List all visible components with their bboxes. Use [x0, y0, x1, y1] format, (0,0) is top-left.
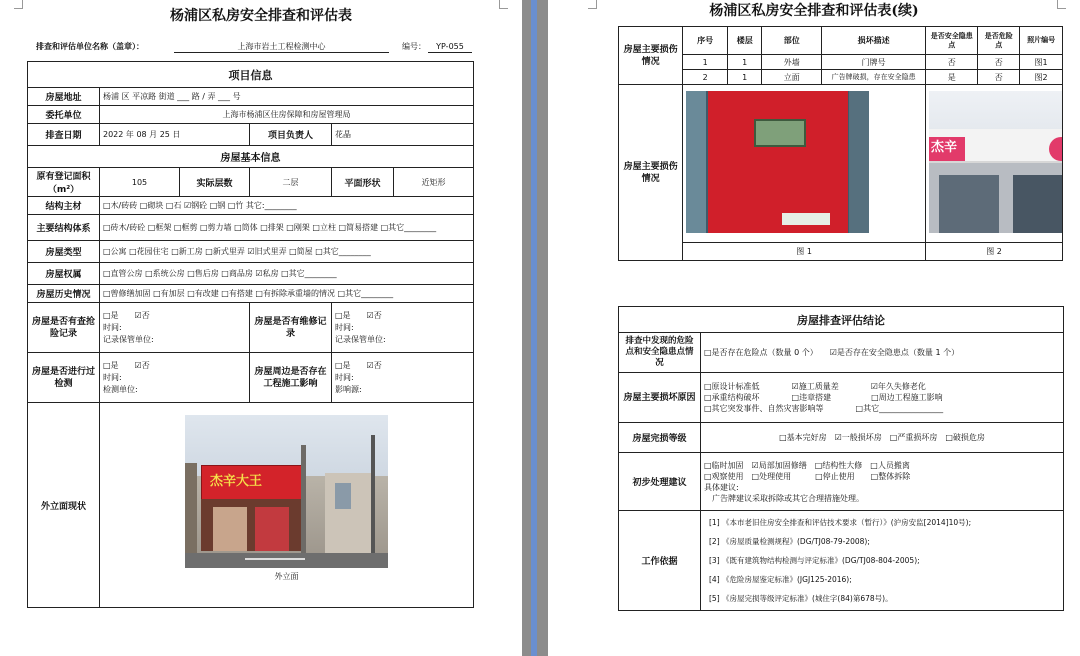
- table-row: [619, 55, 1063, 70]
- basis-value: [701, 511, 1064, 611]
- corner-mark: [499, 0, 508, 9]
- shop-sign: [201, 465, 303, 501]
- structure-label: 主要结构体系: [28, 215, 100, 241]
- inspection-label: 房屋是否进行过检测: [28, 353, 100, 403]
- damage-header: 楼层: [728, 27, 762, 55]
- basis-item: [1] 《本市老旧住房安全排查和评估技术要求（暂行）》(沪房安监[2014]10号);: [709, 518, 972, 527]
- damage-cell: 立面: [762, 70, 822, 85]
- facade-cell: [100, 403, 474, 608]
- cause-line: □其它突发事件、自然灾害影响等 □其它________________: [704, 404, 944, 413]
- facade-caption: 外立面: [274, 572, 299, 581]
- cause-label: 房屋主要损坏原因: [619, 373, 701, 423]
- cause-value: [701, 373, 1064, 423]
- basis-item: [4] 《危险房屋鉴定标准》(JGJ125-2016);: [709, 575, 852, 584]
- grade-value: □基本完好房 ☑一般损坏房 □严重损坏房 □破损危房: [701, 423, 1064, 453]
- address-value: 杨浦 区 平凉路 街道 ___ 路 / 弄 ___ 号: [100, 88, 474, 106]
- type-label: 房屋类型: [28, 241, 100, 263]
- hazard-value: □是否存在危险点（数量 0 个） ☑是否存在安全隐患点（数量 1 个）: [701, 333, 1064, 373]
- table-row: [619, 70, 1063, 85]
- basis-item: [3] 《既有建筑物结构检测与评定标准》(DG/TJ08-804-2005);: [709, 556, 920, 565]
- damage-cell: 广告牌破损，存在安全隐患: [822, 70, 926, 85]
- section-project-info: 项目信息: [28, 62, 474, 88]
- damage-cell: 门牌号: [822, 55, 926, 70]
- risk-record-line: 时间:: [103, 322, 122, 332]
- photo-label: 房屋主要损伤情况: [619, 85, 683, 261]
- damage-table: [618, 26, 1063, 261]
- repair-record-line: 记录保管单位:: [335, 334, 386, 344]
- fig-2-caption: 图 2: [926, 243, 1063, 261]
- damage-cell: 2: [683, 70, 728, 85]
- page-1: [0, 0, 522, 656]
- damage-header: 损坏描述: [822, 27, 926, 55]
- cause-line: □承重结构破坏 □违章搭建 □周边工程施工影响: [704, 393, 943, 402]
- nearby-line: □是 ☑否: [335, 360, 382, 370]
- fig-1-caption: 图 1: [683, 243, 926, 261]
- damage-cell: 是: [926, 70, 978, 85]
- hazard-label: 排查中发现的危险点和安全隐患点情况: [619, 333, 701, 373]
- material-label: 结构主材: [28, 197, 100, 215]
- date-value: 2022 年 08 月 25 日: [100, 124, 250, 146]
- client-value: 上海市杨浦区住房保障和房屋管理局: [100, 106, 474, 124]
- repair-record-line: 时间:: [335, 322, 354, 332]
- nearby-line: 时间:: [335, 372, 354, 382]
- page-title: 杨浦区私房安全排查和评估表: [170, 8, 352, 24]
- inspection-value: [100, 353, 250, 403]
- facade-photo: [185, 415, 388, 568]
- advice-line: 广告牌建议采取拆除或其它合理措施处理。: [704, 493, 864, 503]
- advice-value: [701, 453, 1064, 511]
- grade-label: 房屋完损等级: [619, 423, 701, 453]
- unit-value: 上海市岩土工程检测中心: [174, 43, 389, 53]
- repair-record-label: 房屋是否有维修记录: [250, 303, 332, 353]
- manager-label: 项目负责人: [250, 124, 332, 146]
- damage-label: 房屋主要损伤情况: [619, 27, 683, 85]
- inspection-line: □是 ☑否: [103, 360, 150, 370]
- code-label: 编号：: [402, 42, 426, 51]
- floors-value: 二层: [250, 168, 332, 197]
- inspection-line: 检测单位:: [103, 384, 138, 394]
- address-label: 房屋地址: [28, 88, 100, 106]
- corner-mark: [14, 0, 23, 9]
- damage-cell: 否: [926, 55, 978, 70]
- nearby-construction-value: [332, 353, 474, 403]
- material-value: □木/砖砖 □砌块 □石 ☑钢砼 □钢 □竹 其它:________: [100, 197, 474, 215]
- damage-header: 序号: [683, 27, 728, 55]
- date-label: 排查日期: [28, 124, 100, 146]
- damage-header: 是否安全隐患点: [926, 27, 978, 55]
- page-title-cont: 杨浦区私房安全排查和评估表(续): [709, 3, 919, 19]
- area-value: 105: [100, 168, 180, 197]
- basis-item: [5] 《房屋完损等级评定标准》(城住字(84)第678号)。: [709, 594, 893, 603]
- photo-2-cell: [926, 85, 1063, 243]
- damage-header: 照片编号: [1020, 27, 1063, 55]
- floors-label: 实际层数: [180, 168, 250, 197]
- area-label: 原有登记面积（m²）: [28, 168, 100, 197]
- repair-record-value: [332, 303, 474, 353]
- damage-header: 部位: [762, 27, 822, 55]
- history-label: 房屋历史情况: [28, 285, 100, 303]
- risk-record-line: □是 ☑否: [103, 310, 150, 320]
- nearby-construction-label: 房屋周边是否存在工程施工影响: [250, 353, 332, 403]
- damage-cell: 外墙: [762, 55, 822, 70]
- cause-line: □原设计标准低 ☑施工质量差 ☑年久失修老化: [704, 382, 926, 391]
- basis-item: [2] 《房屋质量检测规程》(DG/TJ08-79-2008);: [709, 537, 870, 546]
- structure-value: □砖木/砖砼 □框架 □框剪 □剪力墙 □筒体 □排架 □刚架 □立柱 □简易搭建 □其它________: [100, 215, 474, 241]
- damage-header: 是否危险点: [978, 27, 1020, 55]
- sign-text: 杰辛: [931, 140, 958, 155]
- photo-1-cell: [683, 85, 926, 243]
- repair-record-line: □是 ☑否: [335, 310, 382, 320]
- conclusion-table: [618, 306, 1064, 611]
- assessment-table: [27, 61, 474, 608]
- damage-cell: 1: [728, 55, 762, 70]
- client-label: 委托单位: [28, 106, 100, 124]
- advice-label: 初步处理建议: [619, 453, 701, 511]
- damage-photo-1: [686, 91, 869, 233]
- unit-label: 排查和评估单位名称（盖章）：: [36, 42, 144, 51]
- damage-cell: 否: [978, 55, 1020, 70]
- damage-cell: 否: [978, 70, 1020, 85]
- inspection-line: 时间:: [103, 372, 122, 382]
- basis-label: 工作依据: [619, 511, 701, 611]
- risk-record-label: 房屋是否有查抢险记录: [28, 303, 100, 353]
- ownership-label: 房屋权属: [28, 263, 100, 285]
- damage-cell: 1: [728, 70, 762, 85]
- advice-line: 具体建议:: [704, 482, 739, 492]
- page-divider: [531, 0, 537, 656]
- advice-line: □观察使用 □处理使用 □停止使用 □整体拆除: [704, 471, 911, 481]
- damage-photo-2: [929, 91, 1062, 233]
- history-value: □曾修缮加固 □有加层 □有改建 □有搭建 □有拆除承重墙的情况 □其它________: [100, 285, 474, 303]
- advice-line: □临时加固 ☑局部加固修缮 □结构性大修 □人员搬离: [704, 460, 910, 470]
- damage-cell: 图2: [1020, 70, 1063, 85]
- nearby-line: 影响源:: [335, 384, 362, 394]
- page-2: [548, 0, 1080, 656]
- section-basic-info: 房屋基本信息: [28, 146, 474, 168]
- risk-record-value: [100, 303, 250, 353]
- risk-record-line: 记录保管单位:: [103, 334, 154, 344]
- shop-sign-text: 杰辛大王: [210, 474, 263, 489]
- damage-cell: 1: [683, 55, 728, 70]
- manager-value: 花晶: [332, 124, 474, 146]
- damage-cell: 图1: [1020, 55, 1063, 70]
- type-value: □公寓 □花园住宅 □新工房 □新式里弄 ☑旧式里弄 □简屋 □其它________: [100, 241, 474, 263]
- shape-label: 平面形状: [332, 168, 394, 197]
- facade-label: 外立面现状: [28, 403, 100, 608]
- code-value: YP-055: [428, 43, 472, 53]
- shape-value: 近矩形: [394, 168, 474, 197]
- section-conclusion: 房屋排查评估结论: [619, 307, 1064, 333]
- ownership-value: □直管公房 □系统公房 □售后房 □商品房 ☑私房 □其它________: [100, 263, 474, 285]
